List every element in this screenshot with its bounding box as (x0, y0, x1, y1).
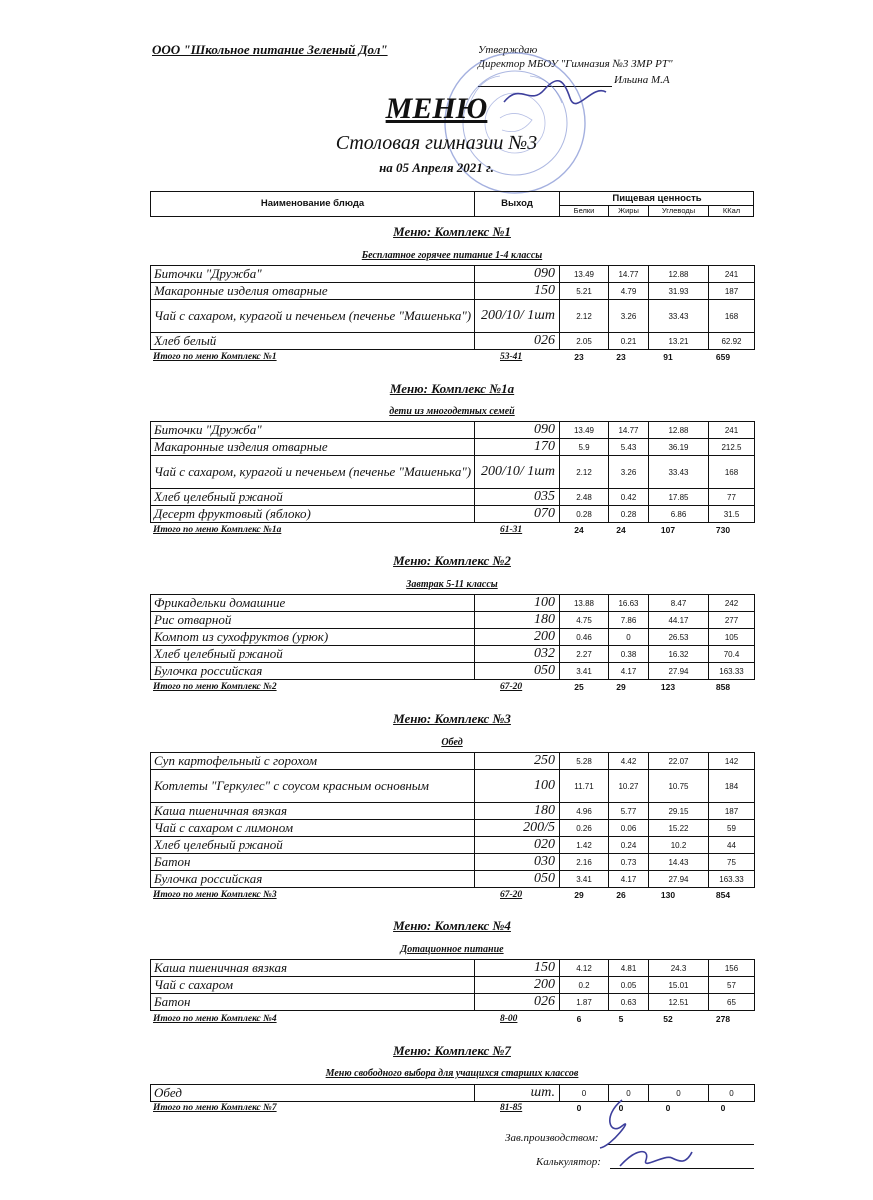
dish-protein: 4.96 (560, 803, 609, 820)
dish-kcal: 59 (709, 820, 755, 837)
total-label: Итого по меню Комплекс №2 (153, 682, 277, 692)
total-carbs: 130 (660, 890, 676, 900)
dish-name: Булочка российская (151, 663, 475, 680)
dish-output: 100 (475, 595, 560, 612)
dish-fat: 0.63 (609, 994, 649, 1011)
dish-protein: 13.49 (560, 422, 609, 439)
total-label: Итого по меню Комплекс №1 (153, 352, 277, 362)
dish-kcal: 184 (709, 770, 755, 803)
table-row (151, 837, 755, 854)
dish-kcal: 242 (709, 595, 755, 612)
dish-name: Биточки "Дружба" (151, 266, 475, 283)
dish-kcal: 75 (709, 854, 755, 871)
section-title: Меню: Комплекс №1а (389, 381, 515, 396)
dish-protein: 2.27 (560, 646, 609, 663)
table-row (151, 266, 755, 283)
section-title: Меню: Комплекс №1 (393, 224, 511, 239)
total-carbs: 91 (663, 352, 673, 362)
table-row (151, 646, 755, 663)
dish-protein: 4.75 (560, 612, 609, 629)
dish-protein: 13.88 (560, 595, 609, 612)
table-row (151, 456, 755, 489)
dish-carbs: 16.32 (649, 646, 709, 663)
dish-name: Батон (151, 854, 475, 871)
dish-name: Макаронные изделия отварные (151, 439, 475, 456)
dish-protein: 1.87 (560, 994, 609, 1011)
table-row (151, 820, 755, 837)
dish-protein: 0.26 (560, 820, 609, 837)
total-label: Итого по меню Комплекс №1а (153, 525, 282, 535)
dish-carbs: 6.86 (649, 506, 709, 523)
dish-output: 026 (475, 994, 560, 1011)
total-protein: 24 (574, 525, 584, 535)
dish-fat: 5.77 (609, 803, 649, 820)
table-row (151, 506, 755, 523)
section-table (150, 265, 755, 350)
dish-carbs: 14.43 (649, 854, 709, 871)
table-row (151, 753, 755, 770)
dish-fat: 0.05 (609, 977, 649, 994)
dish-kcal: 212.5 (709, 439, 755, 456)
dish-carbs: 13.21 (649, 333, 709, 350)
dish-name: Хлеб белый (151, 333, 475, 350)
dish-output: 090 (475, 422, 560, 439)
total-carbs: 0 (665, 1103, 671, 1113)
dish-protein: 0 (560, 1085, 609, 1102)
total-kcal: 659 (715, 352, 731, 362)
total-output: 61-31 (500, 525, 523, 535)
dish-carbs: 15.22 (649, 820, 709, 837)
total-protein: 0 (576, 1103, 582, 1113)
dish-kcal: 44 (709, 837, 755, 854)
calculator-signature (616, 1144, 696, 1174)
table-row (151, 960, 755, 977)
table-row (151, 663, 755, 680)
total-kcal: 730 (715, 525, 731, 535)
dish-fat: 0.28 (609, 506, 649, 523)
approve-title: Утверждаю (478, 44, 538, 56)
section-subtitle: Бесплатное горячее питание 1-4 классы (361, 250, 543, 261)
total-fat: 0 (618, 1103, 624, 1113)
dish-carbs: 27.94 (649, 663, 709, 680)
section-total (150, 525, 754, 537)
table-row (151, 977, 755, 994)
total-output: 81-85 (500, 1103, 523, 1113)
dish-carbs: 27.94 (649, 871, 709, 888)
dish-carbs: 10.75 (649, 770, 709, 803)
total-output: 67-20 (500, 890, 523, 900)
production-manager-label: Зав.производством: (505, 1132, 599, 1144)
dish-kcal: 31.5 (709, 506, 755, 523)
dish-carbs: 31.93 (649, 283, 709, 300)
table-row (151, 612, 755, 629)
dish-carbs: 17.85 (649, 489, 709, 506)
dish-fat: 14.77 (609, 266, 649, 283)
total-fat: 26 (616, 890, 626, 900)
dish-carbs: 24.3 (649, 960, 709, 977)
dish-name: Обед (151, 1085, 475, 1102)
dish-output: 200 (475, 629, 560, 646)
table-row (151, 283, 755, 300)
table-row (151, 770, 755, 803)
dish-protein: 2.12 (560, 300, 609, 333)
section-title: Меню: Комплекс №2 (393, 553, 511, 568)
dish-fat: 3.26 (609, 300, 649, 333)
dish-name: Чай с сахаром (151, 977, 475, 994)
dish-output: 090 (475, 266, 560, 283)
section-subtitle: Завтрак 5-11 классы (406, 579, 498, 590)
dish-protein: 0.28 (560, 506, 609, 523)
dish-fat: 0.24 (609, 837, 649, 854)
section-table (150, 959, 755, 1011)
dish-protein: 5.9 (560, 439, 609, 456)
dish-kcal: 105 (709, 629, 755, 646)
total-output: 67-20 (500, 682, 523, 692)
table-header (150, 191, 754, 217)
total-carbs: 123 (660, 682, 676, 692)
dish-carbs: 33.43 (649, 300, 709, 333)
dish-output: 250 (475, 753, 560, 770)
section-total (150, 682, 754, 694)
dish-protein: 3.41 (560, 871, 609, 888)
dish-name: Каша пшеничная вязкая (151, 960, 475, 977)
section-table (150, 1084, 755, 1102)
total-protein: 29 (574, 890, 584, 900)
section-table (150, 421, 755, 523)
dish-name: Хлеб целебный ржаной (151, 489, 475, 506)
total-output: 53-41 (500, 352, 523, 362)
page-title: МЕНЮ (385, 92, 488, 125)
dish-kcal: 241 (709, 266, 755, 283)
section-subtitle: Меню свободного выбора для учащихся старших классов (325, 1068, 579, 1079)
dish-kcal: 163.33 (709, 663, 755, 680)
dish-protein: 5.28 (560, 753, 609, 770)
dish-fat: 3.26 (609, 456, 649, 489)
section-title: Меню: Комплекс №4 (393, 918, 511, 933)
dish-kcal: 65 (709, 994, 755, 1011)
dish-output: 180 (475, 803, 560, 820)
dish-name: Булочка российская (151, 871, 475, 888)
section-table (150, 752, 755, 888)
dish-output: шт. (475, 1085, 560, 1102)
dish-fat: 0.73 (609, 854, 649, 871)
dish-carbs: 12.88 (649, 266, 709, 283)
dish-fat: 4.81 (609, 960, 649, 977)
dish-output: 200 (475, 977, 560, 994)
section-total (150, 890, 754, 902)
column-kcal-header: ККал (722, 206, 741, 215)
table-row (151, 994, 755, 1011)
dish-kcal: 156 (709, 960, 755, 977)
total-protein: 25 (574, 682, 584, 692)
total-fat: 23 (616, 352, 626, 362)
table-row (151, 854, 755, 871)
dish-protein: 1.42 (560, 837, 609, 854)
dish-output: 020 (475, 837, 560, 854)
dish-carbs: 15.01 (649, 977, 709, 994)
dish-output: 180 (475, 612, 560, 629)
dish-output: 170 (475, 439, 560, 456)
dish-kcal: 0 (709, 1085, 755, 1102)
dish-carbs: 12.88 (649, 422, 709, 439)
dish-output: 070 (475, 506, 560, 523)
dish-carbs: 22.07 (649, 753, 709, 770)
column-carbs-header: Углеводы (649, 206, 709, 216)
total-fat: 29 (616, 682, 626, 692)
table-row (151, 1085, 755, 1102)
dish-kcal: 187 (709, 283, 755, 300)
dish-protein: 5.21 (560, 283, 609, 300)
dish-name: Десерт фруктовый (яблоко) (151, 506, 475, 523)
dish-name: Чай с сахаром, курагой и печеньем (печенье "Машенька") (151, 300, 475, 333)
approve-name: Ильина М.А (614, 74, 670, 86)
dish-output: 150 (475, 960, 560, 977)
dish-fat: 16.63 (609, 595, 649, 612)
dish-name: Чай с сахаром с лимоном (151, 820, 475, 837)
dish-kcal: 277 (709, 612, 755, 629)
dish-name: Батон (151, 994, 475, 1011)
total-kcal: 858 (715, 682, 731, 692)
dish-output: 200/10/ 1шт (475, 300, 560, 333)
dish-protein: 0.46 (560, 629, 609, 646)
dish-kcal: 57 (709, 977, 755, 994)
dish-name: Чай с сахаром, курагой и печеньем (печенье "Машенька") (151, 456, 475, 489)
total-label: Итого по меню Комплекс №7 (153, 1103, 277, 1113)
dish-name: Фрикадельки домашние (151, 595, 475, 612)
dish-carbs: 33.43 (649, 456, 709, 489)
dish-name: Биточки "Дружба" (151, 422, 475, 439)
dish-fat: 4.79 (609, 283, 649, 300)
dish-protein: 2.48 (560, 489, 609, 506)
dish-carbs: 26.53 (649, 629, 709, 646)
dish-name: Котлеты "Геркулес" с соусом красным основным (151, 770, 475, 803)
dish-carbs: 29.15 (649, 803, 709, 820)
total-kcal: 854 (715, 890, 731, 900)
dish-output: 035 (475, 489, 560, 506)
column-protein-header: Белки (560, 206, 609, 216)
dish-name: Суп картофельный с горохом (151, 753, 475, 770)
dish-kcal: 70.4 (709, 646, 755, 663)
total-label: Итого по меню Комплекс №4 (153, 1014, 277, 1024)
total-kcal: 278 (715, 1014, 731, 1024)
company-name: ООО "Школьное питание Зеленый Дол" (152, 42, 388, 57)
total-protein: 6 (576, 1014, 582, 1024)
dish-output: 032 (475, 646, 560, 663)
section-subtitle: дети из многодетных семей (389, 406, 515, 417)
dish-name: Макаронные изделия отварные (151, 283, 475, 300)
dish-name: Компот из сухофруктов (урюк) (151, 629, 475, 646)
dish-protein: 2.16 (560, 854, 609, 871)
column-name-header: Наименование блюда (151, 192, 475, 216)
dish-output: 050 (475, 663, 560, 680)
total-output: 8-00 (500, 1014, 518, 1024)
section-subtitle: Обед (441, 737, 463, 748)
dish-fat: 0.21 (609, 333, 649, 350)
dish-protein: 4.12 (560, 960, 609, 977)
column-fat-header: Жиры (609, 206, 649, 216)
dish-output: 030 (475, 854, 560, 871)
table-row (151, 595, 755, 612)
total-fat: 24 (616, 525, 626, 535)
section-subtitle: Дотационное питание (400, 944, 504, 955)
section-total (150, 1103, 754, 1115)
dish-carbs: 10.2 (649, 837, 709, 854)
dish-name: Хлеб целебный ржаной (151, 837, 475, 854)
section-total (150, 352, 754, 364)
dish-name: Каша пшеничная вязкая (151, 803, 475, 820)
total-carbs: 107 (660, 525, 676, 535)
calculator-label: Калькулятор: (536, 1156, 601, 1168)
dish-protein: 13.49 (560, 266, 609, 283)
dish-fat: 5.43 (609, 439, 649, 456)
total-kcal: 0 (720, 1103, 726, 1113)
total-carbs: 52 (663, 1014, 673, 1024)
dish-fat: 4.42 (609, 753, 649, 770)
dish-fat: 7.86 (609, 612, 649, 629)
dish-output: 200/10/ 1шт (475, 456, 560, 489)
dish-protein: 2.05 (560, 333, 609, 350)
menu-date: на 05 Апреля 2021 г. (379, 160, 494, 175)
dish-fat: 14.77 (609, 422, 649, 439)
table-row (151, 333, 755, 350)
section-table (150, 594, 755, 680)
dish-protein: 3.41 (560, 663, 609, 680)
table-row (151, 803, 755, 820)
page-subtitle: Столовая гимназии №3 (335, 132, 538, 154)
table-row (151, 629, 755, 646)
dish-kcal: 241 (709, 422, 755, 439)
dish-fat: 0 (609, 629, 649, 646)
dish-output: 050 (475, 871, 560, 888)
table-row (151, 439, 755, 456)
dish-fat: 0.38 (609, 646, 649, 663)
dish-name: Хлеб целебный ржаной (151, 646, 475, 663)
total-fat: 5 (618, 1014, 624, 1024)
column-output-header: Выход (475, 192, 560, 216)
dish-carbs: 44.17 (649, 612, 709, 629)
dish-fat: 10.27 (609, 770, 649, 803)
dish-name: Рис отварной (151, 612, 475, 629)
section-title: Меню: Комплекс №7 (393, 1043, 511, 1058)
table-row (151, 422, 755, 439)
dish-fat: 0.06 (609, 820, 649, 837)
dish-kcal: 187 (709, 803, 755, 820)
dish-output: 200/5 (475, 820, 560, 837)
dish-carbs: 12.51 (649, 994, 709, 1011)
dish-fat: 4.17 (609, 663, 649, 680)
section-title: Меню: Комплекс №3 (393, 711, 511, 726)
dish-protein: 11.71 (560, 770, 609, 803)
dish-fat: 4.17 (609, 871, 649, 888)
table-row (151, 871, 755, 888)
dish-kcal: 168 (709, 456, 755, 489)
dish-output: 026 (475, 333, 560, 350)
dish-protein: 0.2 (560, 977, 609, 994)
total-protein: 23 (574, 352, 584, 362)
table-row (151, 489, 755, 506)
dish-carbs: 0 (649, 1085, 709, 1102)
approve-position: Директор МБОУ "Гимназия №3 ЗМР РТ" (478, 58, 673, 70)
nutrition-group-label: Пищевая ценность (560, 192, 754, 206)
dish-carbs: 36.19 (649, 439, 709, 456)
dish-output: 100 (475, 770, 560, 803)
column-nutrition-header (560, 192, 754, 216)
dish-kcal: 168 (709, 300, 755, 333)
table-row (151, 300, 755, 333)
dish-output: 150 (475, 283, 560, 300)
dish-kcal: 163.33 (709, 871, 755, 888)
dish-fat: 0.42 (609, 489, 649, 506)
dish-protein: 2.12 (560, 456, 609, 489)
dish-kcal: 62.92 (709, 333, 755, 350)
dish-fat: 0 (609, 1085, 649, 1102)
dish-kcal: 77 (709, 489, 755, 506)
dish-kcal: 142 (709, 753, 755, 770)
total-label: Итого по меню Комплекс №3 (153, 890, 277, 900)
section-total (150, 1014, 754, 1026)
dish-carbs: 8.47 (649, 595, 709, 612)
